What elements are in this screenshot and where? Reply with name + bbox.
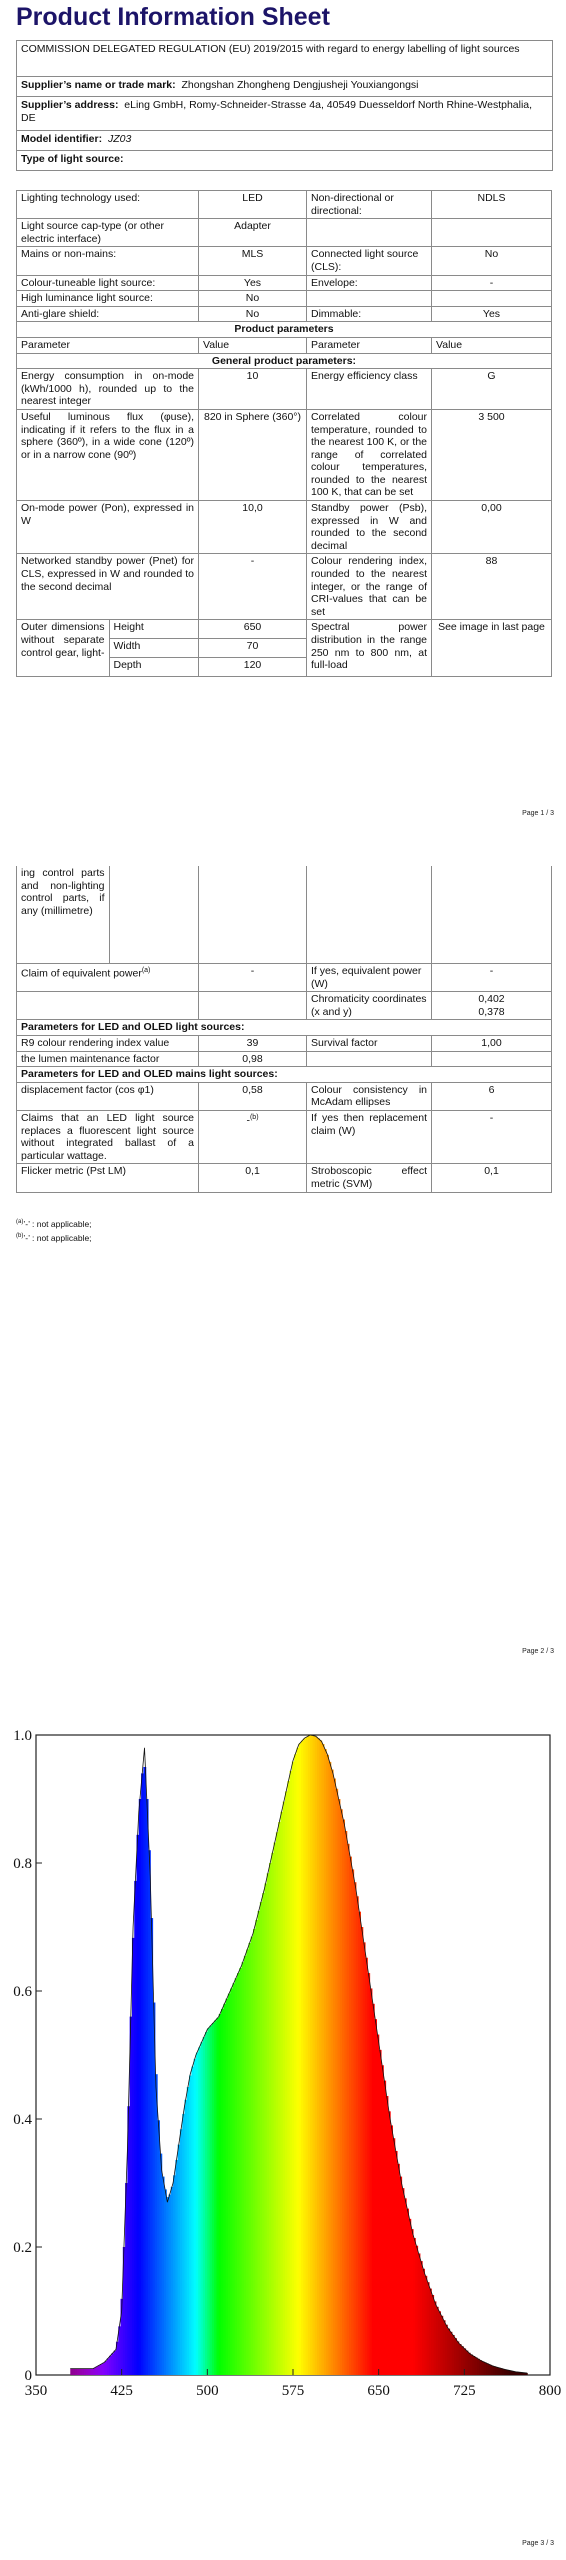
led-label: the lumen maintenance factor <box>17 1051 199 1067</box>
general-label-2: Colour rendering index, rounded to the nearest integer, or the range of CRI-values that can be set <box>307 554 432 620</box>
footnotes <box>16 1216 92 1244</box>
supplier-name-row <box>17 77 552 97</box>
led-value: 0,98 <box>199 1051 307 1067</box>
dims-row-1 <box>17 620 552 639</box>
type-value: LED <box>199 191 307 219</box>
footnote-a: $^{(a)}$’-’ : not applicable; <box>16 1218 92 1229</box>
mains-row <box>17 1164 552 1192</box>
page-3 <box>0 1680 566 2560</box>
page-number-3: Page 3 / 3 <box>522 2540 554 2547</box>
mains-value <box>199 1110 307 1163</box>
type-value-2: Yes <box>432 306 552 322</box>
type-label: High luminance light source: <box>17 291 199 307</box>
general-value-2: 3 500 <box>432 409 552 500</box>
led-params-heading: Parameters for LED and OLED light sources: <box>17 1020 552 1036</box>
dims-label-p1: Outer dimensions without separate control gear, light- <box>17 620 109 676</box>
type-row <box>17 275 552 291</box>
type-value-2: No <box>432 247 552 275</box>
type-label: Colour-tuneable light source: <box>17 275 199 291</box>
dim-depth-label: Depth <box>113 659 142 672</box>
claim-label: Claim of equivalent power$^{(a)}$ <box>17 964 199 992</box>
mains-value-2: 0,1 <box>432 1164 552 1192</box>
led-value-2: 1,00 <box>432 1035 552 1051</box>
type-row <box>17 306 552 322</box>
general-row <box>17 369 552 410</box>
type-label: Mains or non-mains: <box>17 247 199 275</box>
mains-value: 0,1 <box>199 1164 307 1192</box>
type-label: Anti-glare shield: <box>17 306 199 322</box>
type-row <box>17 219 552 247</box>
supplier-address-label: Supplier’s address: <box>21 99 119 111</box>
type-value-2: - <box>432 275 552 291</box>
x-tick-label: 500 <box>196 2383 219 2399</box>
type-value: Yes <box>199 275 307 291</box>
col-header-value: Value <box>199 337 307 353</box>
page-title: Product Information Sheet <box>16 3 330 31</box>
continuation-table <box>16 866 552 1193</box>
mains-value-footnote: (b) <box>249 1113 259 1121</box>
led-label: R9 colour rendering index value <box>17 1035 199 1051</box>
type-row <box>17 191 552 219</box>
led-row <box>17 1035 552 1051</box>
general-row <box>17 409 552 500</box>
general-label: Networked standby power (Pnet) for CLS, expressed in W and rounded to the second decimal <box>17 554 199 620</box>
col-header-parameter-2: Parameter <box>307 337 432 353</box>
product-params-heading: Product parameters <box>17 322 552 338</box>
model-value: JZ03 <box>107 133 132 145</box>
spd-value: See image in last page <box>432 620 552 677</box>
spectral-power-chart <box>0 1725 566 2445</box>
dims-cell <box>17 620 199 677</box>
y-tick-label: 0.6 <box>13 1984 32 2000</box>
type-label-2: Connected light source (CLS): <box>307 247 432 275</box>
chroma-x: 0,402 <box>478 993 505 1006</box>
general-label-2: Energy efficiency class <box>307 369 432 410</box>
general-value: - <box>199 554 307 620</box>
mains-label-2: Colour consistency in McAdam ellipses <box>307 1082 432 1110</box>
chroma-row <box>17 992 552 1020</box>
mains-value-2: - <box>432 1110 552 1163</box>
header-box <box>16 40 553 171</box>
mains-label: displacement factor (cos φ1) <box>17 1082 199 1110</box>
type-label-2 <box>307 291 432 307</box>
equiv-power-label: If yes, equivalent power (W) <box>307 964 432 992</box>
mains-label: Flicker metric (Pst LM) <box>17 1164 199 1192</box>
type-heading: Type of light source: <box>17 151 552 171</box>
general-row <box>17 554 552 620</box>
mains-params-heading: Parameters for LED and OLED mains light sources: <box>17 1067 552 1083</box>
dim-depth-value: 120 <box>199 658 307 677</box>
general-row <box>17 501 552 554</box>
y-tick-label: 1.0 <box>13 1728 32 1744</box>
chroma-label: Chromaticity coordinates (x and y) <box>307 992 432 1020</box>
general-value-2: 0,00 <box>432 501 552 554</box>
general-value: 10,0 <box>199 501 307 554</box>
y-tick-label: 0.4 <box>13 2112 32 2128</box>
footnote-b: $^{(b)}$’-’ : not applicable; <box>16 1232 92 1243</box>
x-tick-label: 800 <box>538 2383 562 2399</box>
col-header-value-2: Value <box>432 337 552 353</box>
general-value-2: G <box>432 369 552 410</box>
type-value: Adapter <box>199 219 307 247</box>
type-value-2 <box>432 219 552 247</box>
x-tick-label: 425 <box>110 2383 133 2399</box>
type-label-2: Non-directional or directional: <box>307 191 432 219</box>
general-params-heading: General product parameters: <box>17 353 552 369</box>
chroma-value <box>432 992 552 1020</box>
type-value: MLS <box>199 247 307 275</box>
y-tick-label: 0 <box>24 2368 32 2384</box>
type-value: No <box>199 291 307 307</box>
claim-row <box>17 964 552 992</box>
dim-width-value: 70 <box>199 639 307 658</box>
page-1 <box>0 0 566 840</box>
general-value: 820 in Sphere (360°) <box>199 409 307 500</box>
general-label-2: Correlated colour temperature, rounded to the nearest 100 K, or the range of correlated colour temperatures, rounded to the nearest 100 K, that can be set <box>307 409 432 500</box>
type-row <box>17 291 552 307</box>
led-label-2 <box>307 1051 432 1067</box>
mains-label-2: Stroboscopic effect metric (SVM) <box>307 1164 432 1192</box>
mains-value: 0,58 <box>199 1082 307 1110</box>
dim-height-label: Height <box>109 620 198 639</box>
type-table <box>16 190 552 677</box>
y-tick-label: 0.2 <box>13 2240 32 2256</box>
mains-value-text: - <box>246 1114 250 1127</box>
type-row <box>17 247 552 275</box>
general-label: Energy consumption in on-mode (kWh/1000 h), rounded up to the nearest integer <box>17 369 199 410</box>
general-label-2: Standby power (Psb), expressed in W and rounded to the second decimal <box>307 501 432 554</box>
mains-value-2: 6 <box>432 1082 552 1110</box>
type-label-2 <box>307 219 432 247</box>
general-value: 10 <box>199 369 307 410</box>
led-value-2 <box>432 1051 552 1067</box>
x-tick-label: 575 <box>281 2383 305 2399</box>
supplier-name-label: Supplier’s name or trade mark: <box>21 79 176 91</box>
regulation-text: COMMISSION DELEGATED REGULATION (EU) 2019/2015 with regard to energy labelling of light sources <box>17 41 552 77</box>
led-row <box>17 1051 552 1067</box>
dim-width-label: Width <box>109 639 198 658</box>
led-value: 39 <box>199 1035 307 1051</box>
mains-row <box>17 1082 552 1110</box>
type-label-2: Envelope: <box>307 275 432 291</box>
x-tick-label: 350 <box>24 2383 48 2399</box>
supplier-address-value: eLing GmbH, Romy-Schneider-Strasse 4a, 40549 Duesseldorf North Rhine-Westphalia, DE <box>21 99 533 124</box>
col-header-parameter: Parameter <box>17 337 199 353</box>
dims-label-p2: ing control parts and non-lighting control parts, if any (millimetre) <box>17 866 109 963</box>
supplier-name-value: Zhongshan Zhongheng Dengjusheji Youxiangongsi <box>181 79 419 91</box>
type-label: Lighting technology used: <box>17 191 199 219</box>
x-tick-label: 725 <box>453 2383 476 2399</box>
type-value: No <box>199 306 307 322</box>
supplier-address-row <box>17 97 552 131</box>
chroma-y: 0,378 <box>478 1005 505 1018</box>
x-tick-label: 650 <box>367 2383 390 2399</box>
page-number-2: Page 2 / 3 <box>522 1648 554 1655</box>
mains-row <box>17 1110 552 1163</box>
general-label: On-mode power (Pon), expressed in W <box>17 501 199 554</box>
dim-height-value: 650 <box>199 620 307 639</box>
page-number-1: Page 1 / 3 <box>522 810 554 817</box>
type-value-2 <box>432 291 552 307</box>
equiv-power-value: - <box>432 964 552 992</box>
spd-label: Spectral power distribution in the range 250 nm to 800 nm, at full-load <box>307 620 432 677</box>
model-label: Model identifier: <box>21 133 103 145</box>
y-tick-label: 0.8 <box>13 1856 32 1872</box>
mains-label: Claims that an LED light source replaces a fluorescent light source without integrated ballast of a particular wattage. <box>17 1110 199 1163</box>
claim-value: - <box>199 964 307 992</box>
type-label-2: Dimmable: <box>307 306 432 322</box>
dims-cont-cell <box>17 866 199 964</box>
general-label: Useful luminous flux (φuse), indicating if it refers to the flux in a sphere (360º), in a wide cone (120º) or in a narrow cone (90º) <box>17 409 199 500</box>
mains-label-2: If yes then replacement claim (W) <box>307 1110 432 1163</box>
led-label-2: Survival factor <box>307 1035 432 1051</box>
page-2 <box>0 840 566 1680</box>
general-value-2: 88 <box>432 554 552 620</box>
type-label: Light source cap-type (or other electric interface) <box>17 219 199 247</box>
type-value-2: NDLS <box>432 191 552 219</box>
model-row <box>17 131 552 151</box>
